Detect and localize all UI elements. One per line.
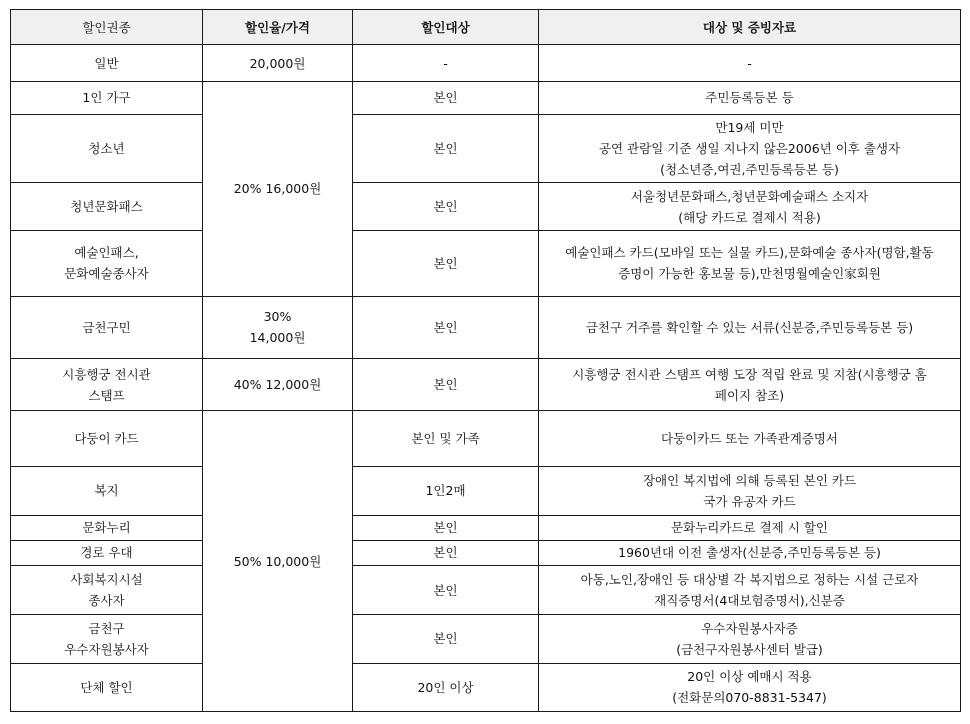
docs-cell: - <box>539 45 961 82</box>
rate-cell-group-20: 20% 16,000원 <box>203 82 353 296</box>
target-cell: 본인 <box>353 82 539 114</box>
table-row <box>11 296 961 358</box>
target-cell: 본인 <box>353 231 539 296</box>
target-cell: 본인 <box>353 515 539 540</box>
ticket-type-cell: 금천구 우수자원봉사자 <box>11 615 203 663</box>
table-row <box>11 231 961 296</box>
table-row <box>11 566 961 615</box>
header-docs: 대상 및 증빙자료 <box>539 10 961 45</box>
target-cell: 본인 <box>353 540 539 565</box>
target-cell: 본인 <box>353 615 539 663</box>
ticket-type-cell: 시흥행궁 전시관 스탬프 <box>11 358 203 410</box>
table-row <box>11 515 961 540</box>
docs-cell: 20인 이상 예매시 적용 (전화문의070-8831-5347) <box>539 663 961 711</box>
ticket-type-cell: 경로 우대 <box>11 540 203 565</box>
ticket-type-cell: 금천구민 <box>11 296 203 358</box>
ticket-type-cell: 1인 가구 <box>11 82 203 114</box>
ticket-type-cell: 예술인패스, 문화예술종사자 <box>11 231 203 296</box>
table-row <box>11 615 961 663</box>
ticket-type-cell: 청년문화패스 <box>11 182 203 230</box>
table-row <box>11 82 961 114</box>
table-row <box>11 45 961 82</box>
table-row <box>11 540 961 565</box>
docs-cell: 장애인 복지법에 의해 등록된 본인 카드 국가 유공자 카드 <box>539 466 961 515</box>
table-row <box>11 466 961 515</box>
discount-table <box>10 9 961 712</box>
table-row <box>11 358 961 410</box>
table-row <box>11 182 961 230</box>
target-cell: - <box>353 45 539 82</box>
docs-cell: 만19세 미만 공연 관람일 기준 생일 지나지 않은2006년 이후 출생자 (청소년증,여권,주민등록등본 등) <box>539 114 961 182</box>
ticket-type-cell: 사회복지시설 종사자 <box>11 566 203 615</box>
target-cell: 본인 <box>353 358 539 410</box>
docs-cell: 문화누리카드로 결제 시 할인 <box>539 515 961 540</box>
table-row <box>11 663 961 711</box>
docs-cell: 시흥행궁 전시관 스탬프 여행 도장 적립 완료 및 지참(시흥행궁 홈 페이지 참조) <box>539 358 961 410</box>
target-cell: 본인 및 가족 <box>353 411 539 466</box>
ticket-type-cell: 단체 할인 <box>11 663 203 711</box>
target-cell: 본인 <box>353 296 539 358</box>
target-cell: 20인 이상 <box>353 663 539 711</box>
target-cell: 본인 <box>353 114 539 182</box>
target-cell: 1인2매 <box>353 466 539 515</box>
rate-cell: 40% 12,000원 <box>203 358 353 410</box>
docs-cell: 서울청년문화패스,청년문화예술패스 소지자 (해당 카드로 결제시 적용) <box>539 182 961 230</box>
docs-cell: 다둥이카드 또는 가족관계증명서 <box>539 411 961 466</box>
header-row <box>11 10 961 45</box>
ticket-type-cell: 문화누리 <box>11 515 203 540</box>
docs-cell: 주민등록등본 등 <box>539 82 961 114</box>
docs-cell: 아동,노인,장애인 등 대상별 각 복지법으로 정하는 시설 근로자 재직증명서(4대보험증명서),신분증 <box>539 566 961 615</box>
rate-cell-group-50: 50% 10,000원 <box>203 411 353 712</box>
ticket-type-cell: 일반 <box>11 45 203 82</box>
docs-cell: 1960년대 이전 출생자(신분증,주민등록등본 등) <box>539 540 961 565</box>
target-cell: 본인 <box>353 182 539 230</box>
header-target: 할인대상 <box>353 10 539 45</box>
target-cell: 본인 <box>353 566 539 615</box>
table-row <box>11 411 961 466</box>
table-row <box>11 114 961 182</box>
docs-cell: 예술인패스 카드(모바일 또는 실물 카드),문화예술 종사자(명함,활동 증명이 가능한 홍보물 등),만천명월예술인家회원 <box>539 231 961 296</box>
header-rate-price: 할인율/가격 <box>203 10 353 45</box>
docs-cell: 우수자원봉사자증 (금천구자원봉사센터 발급) <box>539 615 961 663</box>
ticket-type-cell: 복지 <box>11 466 203 515</box>
ticket-type-cell: 청소년 <box>11 114 203 182</box>
ticket-type-cell: 다둥이 카드 <box>11 411 203 466</box>
rate-cell: 20,000원 <box>203 45 353 82</box>
docs-cell: 금천구 거주를 확인할 수 있는 서류(신분증,주민등록등본 등) <box>539 296 961 358</box>
rate-cell: 30% 14,000원 <box>203 296 353 358</box>
header-ticket-type: 할인권종 <box>11 10 203 45</box>
